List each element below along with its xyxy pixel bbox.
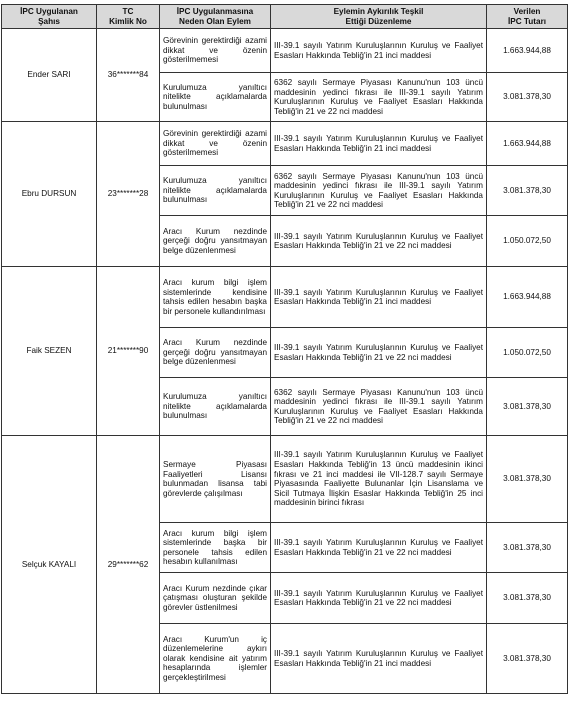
action-cell: Aracı Kurum nezdinde gerçeği doğru yansıtmayan belge düzenlenmesi	[160, 216, 271, 267]
tc-number: 21*******90	[97, 267, 160, 436]
regulation-cell: III-39.1 sayılı Yatırım Kuruluşlarının Kuruluş ve Faaliyet Esasları Hakkında Tebliğ'in 21 ve 22 nci maddesi	[271, 328, 487, 378]
regulation-cell: 6362 sayılı Sermaye Piyasası Kanunu'nun 103 üncü maddesinin yedinci fıkrası ile III-39.1 sayılı Yatırım Kuruluşlarının Kuruluş ve Faaliyet Esasları Hakkında Tebliğ'in 21 ve 22 nci maddesi	[271, 73, 487, 122]
amount-cell: 3.081.378,30	[487, 573, 568, 624]
action-cell: Kurulumuza yanıltıcı nitelikte açıklamalarda bulunulması	[160, 166, 271, 216]
header-person: İPC Uygulanan Şahıs	[2, 5, 97, 29]
regulation-cell: III-39.1 sayılı Yatırım Kuruluşlarının Kuruluş ve Faaliyet Esasları Hakkında Tebliğ'in 21 inci maddesi	[271, 29, 487, 73]
header-tc: TC Kimlik No	[97, 5, 160, 29]
regulation-cell: 6362 sayılı Sermaye Piyasası Kanunu'nun 103 üncü maddesinin yedinci fıkrası ile III-39.1 sayılı Yatırım Kuruluşlarının Kuruluş ve Faaliyet Esasları Hakkında Tebliğ'in 21 ve 22 nci maddesi	[271, 166, 487, 216]
amount-cell: 3.081.378,30	[487, 378, 568, 436]
amount-cell: 3.081.378,30	[487, 166, 568, 216]
person-name: Faik SEZEN	[2, 267, 97, 436]
amount-cell: 3.081.378,30	[487, 73, 568, 122]
regulation-cell: III-39.1 sayılı Yatırım Kuruluşlarının Kuruluş ve Faaliyet Esasları Hakkında Tebliğ'in 13 üncü maddesinin ikinci fıkrası ve 21 inci maddesi ile VII-128.7 sayılı Sermaye Piyasasında Faaliyette Bulunanlar İçin Lisanslama ve Sicil Tutmaya İlişkin Esaslar Hakkında Tebliğ'in 25 inci maddesinin birinci fıkrası	[271, 436, 487, 523]
header-regulation: Eylemin Aykırılık Teşkil Ettiği Düzenleme	[271, 5, 487, 29]
document	[1, 4, 567, 694]
amount-cell: 3.081.378,30	[487, 523, 568, 573]
amount-cell: 1.663.944,88	[487, 29, 568, 73]
action-cell: Aracı kurum bilgi işlem sistemlerinde başka bir personele tahsis edilen hesabın kullanılması	[160, 523, 271, 573]
header-amount: Verilen İPC Tutarı	[487, 5, 568, 29]
person-name: Ender SARI	[2, 29, 97, 122]
person-name: Ebru DURSUN	[2, 122, 97, 267]
penalty-table	[1, 4, 568, 694]
table-row	[2, 267, 568, 328]
regulation-cell: III-39.1 sayılı Yatırım Kuruluşlarının Kuruluş ve Faaliyet Esasları Hakkında Tebliğ'in 21 ve 22 nci maddesi	[271, 573, 487, 624]
action-cell: Kurulumuza yanıltıcı nitelikte açıklamalarda bulunulması	[160, 73, 271, 122]
table-row	[2, 122, 568, 166]
regulation-cell: III-39.1 sayılı Yatırım Kuruluşlarının Kuruluş ve Faaliyet Esasları Hakkında Tebliğ'in 21 inci maddesi	[271, 624, 487, 694]
amount-cell: 1.663.944,88	[487, 122, 568, 166]
table-row	[2, 29, 568, 73]
action-cell: Aracı Kurum'un iç düzenlemelerine aykırı olarak kendisine ait yatırım hesaplarında işlemler gerçekleştirilmesi	[160, 624, 271, 694]
tc-number: 36*******84	[97, 29, 160, 122]
table-row	[2, 436, 568, 523]
tc-number: 29*******62	[97, 436, 160, 694]
regulation-cell: III-39.1 sayılı Yatırım Kuruluşlarının Kuruluş ve Faaliyet Esasları Hakkında Tebliğ'in 21 ve 22 nci maddesi	[271, 216, 487, 267]
action-cell: Görevinin gerektirdiği azami dikkat ve özenin gösterilmemesi	[160, 29, 271, 73]
regulation-cell: III-39.1 sayılı Yatırım Kuruluşlarının Kuruluş ve Faaliyet Esasları Hakkında Tebliğ'in 21 ve 22 nci maddesi	[271, 523, 487, 573]
regulation-cell: 6362 sayılı Sermaye Piyasası Kanunu'nun 103 üncü maddesinin yedinci fıkrası ile III-39.1 sayılı Yatırım Kuruluşlarının Kuruluş ve Faaliyet Esasları Hakkında Tebliğ'in 21 ve 22 nci maddesi	[271, 378, 487, 436]
action-cell: Aracı Kurum nezdinde çıkar çatışması oluşturan şekilde görevler üstlenilmesi	[160, 573, 271, 624]
action-cell: Sermaye Piyasası Faaliyetleri Lisansı bulunmadan lisansa tabi görevlerde çalışılması	[160, 436, 271, 523]
action-cell: Görevinin gerektirdiği azami dikkat ve özenin gösterilmemesi	[160, 122, 271, 166]
header-action: İPC Uygulanmasına Neden Olan Eylem	[160, 5, 271, 29]
action-cell: Aracı kurum bilgi işlem sistemlerinde kendisine tahsis edilen hesabın başka bir personele kullandırılması	[160, 267, 271, 328]
amount-cell: 1.663.944,88	[487, 267, 568, 328]
tc-number: 23*******28	[97, 122, 160, 267]
person-name: Selçuk KAYALI	[2, 436, 97, 694]
amount-cell: 1.050.072,50	[487, 328, 568, 378]
action-cell: Kurulumuza yanıltıcı nitelikte açıklamalarda bulunulması	[160, 378, 271, 436]
amount-cell: 3.081.378,30	[487, 436, 568, 523]
action-cell: Aracı Kurum nezdinde gerçeği doğru yansıtmayan belge düzenlenmesi	[160, 328, 271, 378]
amount-cell: 1.050.072,50	[487, 216, 568, 267]
table-header-row	[2, 5, 568, 29]
amount-cell: 3.081.378,30	[487, 624, 568, 694]
regulation-cell: III-39.1 sayılı Yatırım Kuruluşlarının Kuruluş ve Faaliyet Esasları Hakkında Tebliğ'in 21 inci maddesi	[271, 267, 487, 328]
regulation-cell: III-39.1 sayılı Yatırım Kuruluşlarının Kuruluş ve Faaliyet Esasları Hakkında Tebliğ'in 21 inci maddesi	[271, 122, 487, 166]
